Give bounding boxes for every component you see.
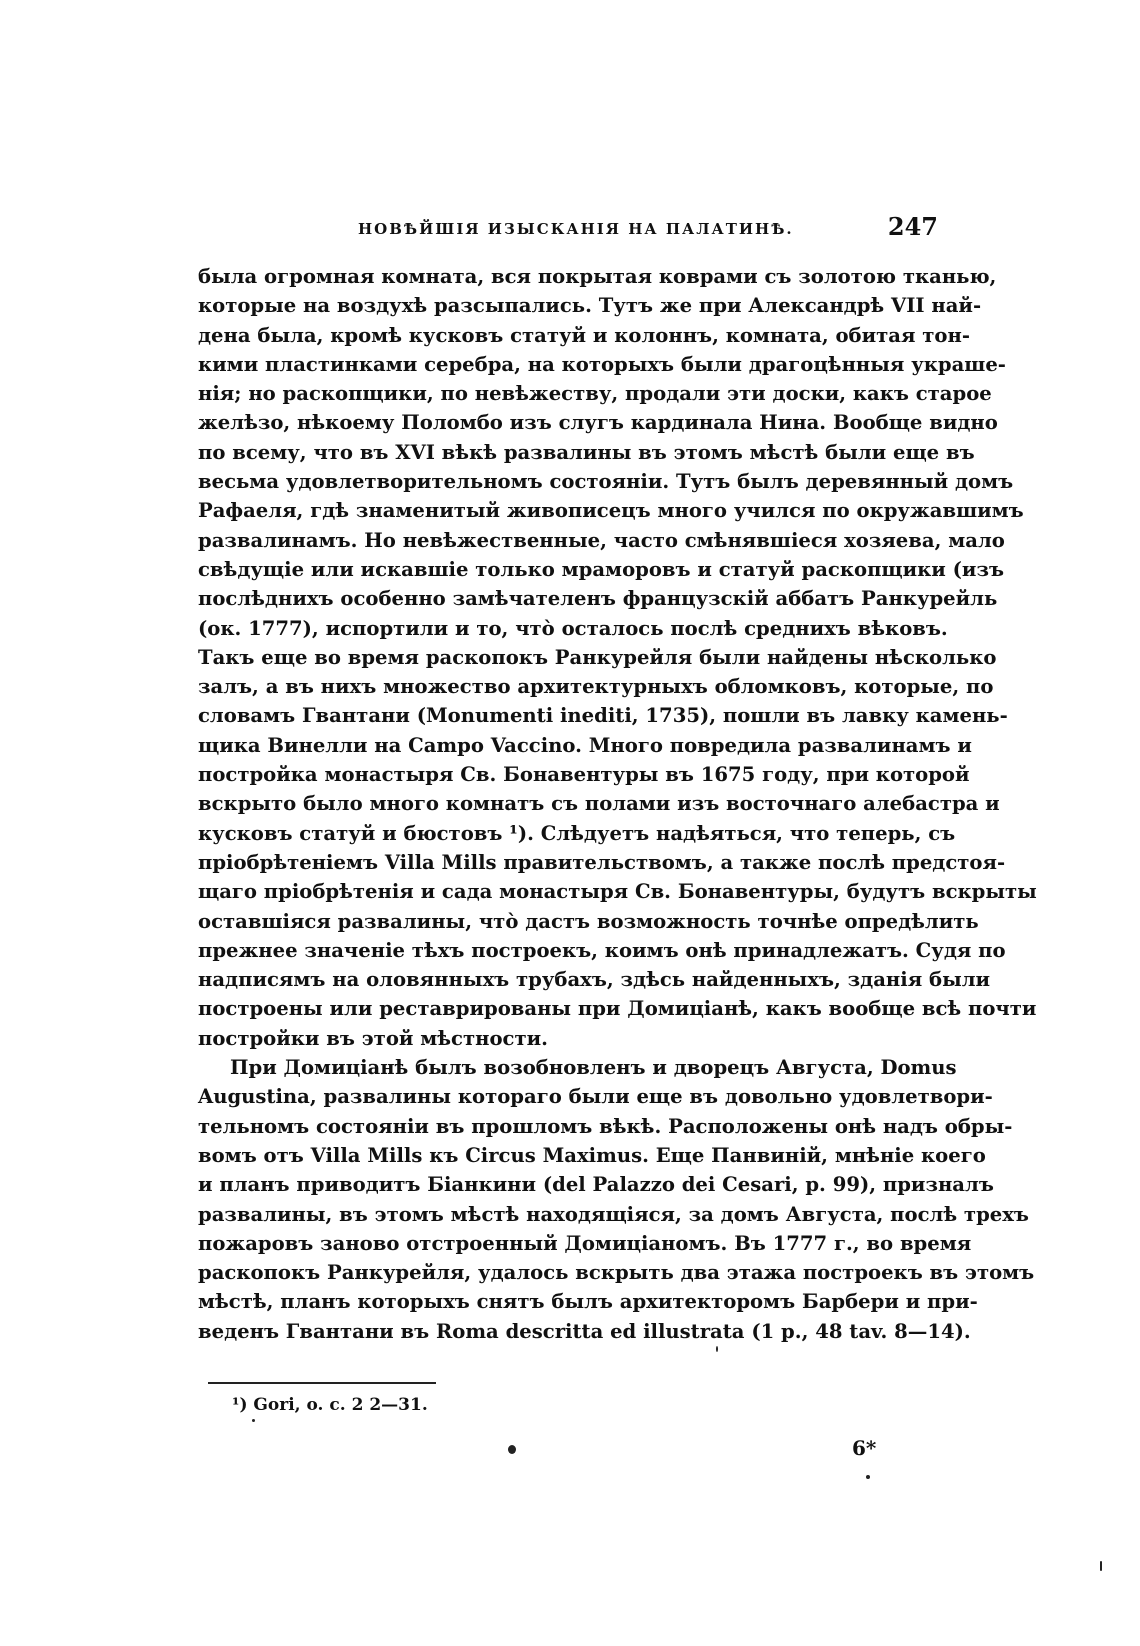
text-line: тельномъ состояніи въ прошломъ вѣкѣ. Расположены онѣ надъ обры- [198, 1114, 1013, 1138]
ink-speck [866, 1475, 870, 1479]
ink-speck [252, 1419, 255, 1422]
signature-mark: 6* [852, 1436, 877, 1460]
text-line: оставшіяся развалины, что̀ дастъ возможность точнѣе опредѣлить [198, 909, 979, 933]
text-line: пожаровъ заново отстроенный Домиціаномъ. Въ 1777 г., во время [198, 1231, 972, 1255]
text-line: При Домиціанѣ былъ возобновленъ и дворецъ Августа, Domus [230, 1056, 957, 1080]
text-line: кусковъ статуй и бюстовъ ¹). Слѣдуетъ надѣяться, что теперь, съ [198, 821, 956, 845]
text-line: надписямъ на оловянныхъ трубахъ, здѣсь найденныхъ, зданія были [198, 968, 991, 992]
text-line: пріобрѣтеніемъ Villa Mills правительствомъ, а также послѣ предстоя- [198, 850, 1006, 874]
ink-speck [716, 1346, 718, 1352]
text-line: по всему, что въ XVI вѣкѣ развалины въ этомъ мѣстѣ были еще въ [198, 440, 975, 464]
text-line: Augustina, развалины котораго были еще въ довольно удовлетвори- [198, 1085, 993, 1109]
text-line: послѣднихъ особенно замѣчателенъ французскій аббатъ Ранкурейль [198, 587, 998, 611]
ink-speck [1100, 1561, 1102, 1571]
text-line: веденъ Гвантани въ Roma descritta ed illustrata (1 p., 48 tav. 8—14). [198, 1319, 971, 1343]
text-line: кими пластинками серебра, на которыхъ были драгоцѣнныя украше- [198, 352, 1006, 376]
text-line: словамъ Гвантани (Monumenti inediti, 1735), пошли въ лавку камень- [198, 704, 1008, 728]
text-line: которые на воздухѣ разсыпались. Тутъ же при Александрѣ VII най- [198, 294, 982, 318]
footnote: ¹) Gori, o. c. 2 2—31. [232, 1395, 428, 1415]
text-line: щаго пріобрѣтенія и сада монастыря Св. Бонавентуры, будутъ вскрыты [198, 880, 1037, 904]
ink-speck [508, 1445, 516, 1454]
text-line: построены или реставрированы при Домиціанѣ, какъ вообще всѣ почти [198, 997, 1037, 1021]
text-line: мѣстѣ, планъ которыхъ снятъ былъ архитекторомъ Барбери и при- [198, 1290, 978, 1314]
page-number: 247 [887, 212, 938, 241]
text-line: щика Винелли на Campo Vaccino. Много повредила развалинамъ и [198, 733, 972, 757]
page-header [198, 212, 938, 246]
text-line: Такъ еще во время раскопокъ Ранкурейля были найдены нѣсколько [198, 645, 997, 669]
text-line: весьма удовлетворительномъ состояніи. Тутъ былъ деревянный домъ [198, 470, 1014, 494]
running-head: НОВѢЙШІЯ ИЗЫСКАНІЯ НА ПАЛАТИНѢ. [358, 220, 794, 238]
text-line: постройка монастыря Св. Бонавентуры въ 1675 году, при которой [198, 763, 970, 787]
text-line: свѣдущіе или искавшіе только мраморовъ и статуй раскопщики (изъ [198, 557, 1004, 581]
text-line: и планъ приводитъ Біанкини (del Palazzo dei Cesari, p. 99), призналъ [198, 1173, 994, 1197]
footnote-rule [208, 1382, 436, 1384]
text-line: развалины, въ этомъ мѣстѣ находящіяся, за домъ Августа, послѣ трехъ [198, 1202, 1029, 1226]
text-line: желѣзо, нѣкоему Поломбо изъ слугъ кардинала Нина. Вообще видно [198, 411, 998, 435]
text-line: постройки въ этой мѣстности. [198, 1026, 548, 1050]
text-line: раскопокъ Ранкурейля, удалось вскрыть два этажа построекъ въ этомъ [198, 1261, 1035, 1285]
text-line: дена была, кромѣ кусковъ статуй и колоннъ, комната, обитая тон- [198, 323, 970, 347]
text-line: была огромная комната, вся покрытая коврами съ золотою тканью, [198, 265, 997, 288]
text-line: вскрыто было много комнатъ съ полами изъ восточнаго алебастра и [198, 792, 1000, 816]
text-line: (ок. 1777), испортили и то, что̀ осталось послѣ среднихъ вѣковъ. [198, 616, 948, 640]
text-line: нія; но раскопщики, по невѣжеству, продали эти доски, какъ старое [198, 382, 992, 406]
text-line: вомъ отъ Villa Mills къ Circus Maximus. Еще Панвиній, мнѣніе коего [198, 1143, 986, 1167]
body-text [198, 262, 1037, 1346]
text-line: Рафаеля, гдѣ знаменитый живописецъ много учился по окружавшимъ [198, 499, 1024, 523]
text-line: залъ, а въ нихъ множество архитектурныхъ обломковъ, которые, по [198, 675, 994, 699]
text-line: развалинамъ. Но невѣжественные, часто смѣнявшіеся хозяева, мало [198, 528, 1005, 552]
text-line: прежнее значеніе тѣхъ построекъ, коимъ онѣ принадлежатъ. Судя по [198, 938, 1006, 962]
